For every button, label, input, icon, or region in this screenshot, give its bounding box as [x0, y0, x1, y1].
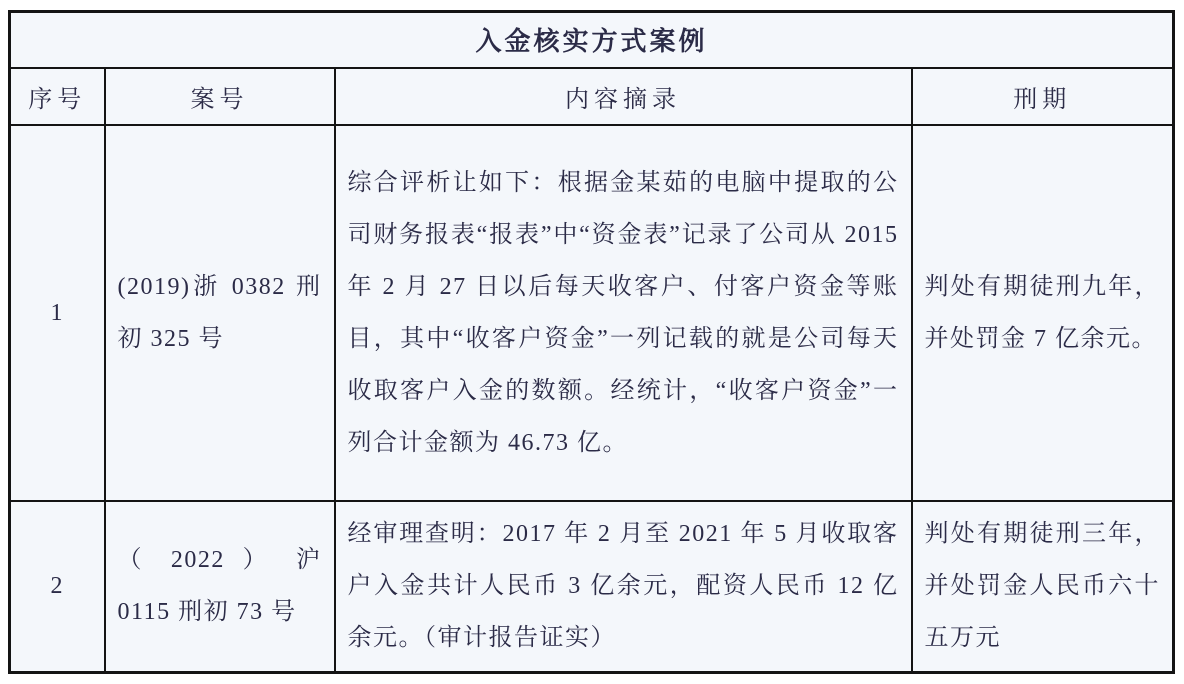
table-title-row	[10, 12, 1174, 68]
cell-sentence-term: 判处有期徒刑九年，并处罚金 7 亿余元。	[912, 125, 1174, 501]
cell-content-excerpt: 综合评析让如下：根据金某茹的电脑中提取的公司财务报表“报表”中“资金表”记录了公司从 2015 年 2 月 27 日以后每天收客户、付客户资金等账目，其中“收客户资金”一列记载的就是公司每天收取客户入金的数额。经统计，“收客户资金”一列合计金额为 46.73 亿。	[335, 125, 912, 501]
table-title: 入金核实方式案例	[10, 12, 1174, 68]
case-table	[8, 10, 1175, 674]
cell-sentence-term: 判处有期徒刑三年，并处罚金人民币六十五万元	[912, 501, 1174, 673]
cell-case-no: (2019)浙 0382 刑初 325 号	[105, 125, 335, 501]
cell-row-index: 1	[10, 125, 105, 501]
column-header-case-no: 案号	[105, 68, 335, 125]
table-row	[10, 501, 1174, 673]
column-header-term: 刑期	[912, 68, 1174, 125]
cell-row-index: 2	[10, 501, 105, 673]
column-header-index: 序号	[10, 68, 105, 125]
cell-case-no: （ 2022 ） 沪 0115 刑初 73 号	[105, 501, 335, 673]
table-row	[10, 125, 1174, 501]
column-header-excerpt: 内容摘录	[335, 68, 912, 125]
table-header-row	[10, 68, 1174, 125]
cell-content-excerpt: 经审理查明：2017 年 2 月至 2021 年 5 月收取客户入金共计人民币 3 亿余元，配资人民币 12 亿余元。（审计报告证实）	[335, 501, 912, 673]
